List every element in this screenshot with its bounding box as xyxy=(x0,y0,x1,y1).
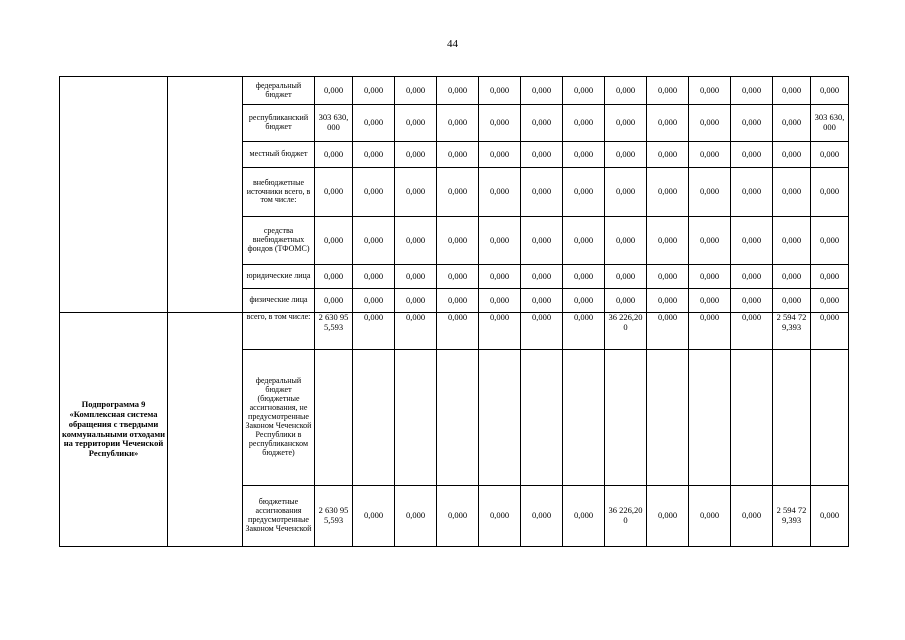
value-cell: 0,000 xyxy=(563,289,605,313)
value-cell: 0,000 xyxy=(811,265,849,289)
value-cell xyxy=(731,350,773,486)
value-cell: 0,000 xyxy=(647,142,689,168)
value-cell: 0,000 xyxy=(521,289,563,313)
value-cell: 0,000 xyxy=(563,313,605,350)
value-cell: 0,000 xyxy=(647,486,689,547)
value-cell: 0,000 xyxy=(437,265,479,289)
value-cell: 0,000 xyxy=(479,168,521,217)
value-cell: 0,000 xyxy=(479,77,521,105)
value-cell: 0,000 xyxy=(811,217,849,265)
value-cell: 2 630 955,593 xyxy=(315,313,353,350)
value-cell: 0,000 xyxy=(353,168,395,217)
value-cell: 0,000 xyxy=(353,217,395,265)
funding-source-label: бюджетные ассигнования предусмотренные Законом Чеченской xyxy=(243,486,315,547)
value-cell xyxy=(647,350,689,486)
budget-table xyxy=(59,76,849,547)
value-cell: 0,000 xyxy=(731,289,773,313)
value-cell: 0,000 xyxy=(479,217,521,265)
funding-source-label: физические лица xyxy=(243,289,315,313)
value-cell xyxy=(479,350,521,486)
value-cell: 0,000 xyxy=(521,486,563,547)
value-cell: 0,000 xyxy=(605,217,647,265)
value-cell: 0,000 xyxy=(353,486,395,547)
value-cell: 0,000 xyxy=(811,486,849,547)
value-cell: 0,000 xyxy=(811,168,849,217)
value-cell: 0,000 xyxy=(647,168,689,217)
value-cell: 0,000 xyxy=(563,265,605,289)
value-cell: 0,000 xyxy=(811,142,849,168)
value-cell xyxy=(437,350,479,486)
value-cell: 0,000 xyxy=(315,77,353,105)
table-row xyxy=(60,77,849,105)
value-cell: 0,000 xyxy=(521,142,563,168)
value-cell: 0,000 xyxy=(315,168,353,217)
value-cell: 0,000 xyxy=(479,313,521,350)
value-cell: 0,000 xyxy=(731,77,773,105)
value-cell: 0,000 xyxy=(437,77,479,105)
value-cell: 0,000 xyxy=(395,313,437,350)
value-cell xyxy=(689,350,731,486)
value-cell: 0,000 xyxy=(731,105,773,142)
value-cell: 2 594 729,393 xyxy=(773,313,811,350)
executor-cell-empty xyxy=(168,313,243,547)
value-cell: 0,000 xyxy=(773,77,811,105)
value-cell xyxy=(811,350,849,486)
value-cell: 0,000 xyxy=(731,313,773,350)
value-cell: 0,000 xyxy=(353,265,395,289)
value-cell: 0,000 xyxy=(479,142,521,168)
value-cell: 0,000 xyxy=(395,77,437,105)
value-cell: 0,000 xyxy=(647,265,689,289)
value-cell: 0,000 xyxy=(605,142,647,168)
value-cell: 0,000 xyxy=(563,486,605,547)
value-cell: 0,000 xyxy=(521,313,563,350)
funding-source-label: федеральный бюджет (бюджетные ассигнования, не предусмотренные Законом Чеченской Республики в республиканском бюджете) xyxy=(243,350,315,486)
value-cell: 0,000 xyxy=(773,265,811,289)
value-cell xyxy=(315,350,353,486)
value-cell: 0,000 xyxy=(689,313,731,350)
value-cell: 0,000 xyxy=(563,142,605,168)
value-cell: 0,000 xyxy=(521,217,563,265)
value-cell: 0,000 xyxy=(689,265,731,289)
value-cell xyxy=(395,350,437,486)
value-cell: 0,000 xyxy=(437,289,479,313)
value-cell: 0,000 xyxy=(773,168,811,217)
value-cell: 0,000 xyxy=(689,168,731,217)
value-cell: 0,000 xyxy=(773,105,811,142)
value-cell: 0,000 xyxy=(689,217,731,265)
value-cell xyxy=(521,350,563,486)
value-cell: 303 630,000 xyxy=(811,105,849,142)
value-cell: 0,000 xyxy=(353,313,395,350)
value-cell: 36 226,200 xyxy=(605,486,647,547)
value-cell: 0,000 xyxy=(647,77,689,105)
value-cell xyxy=(353,350,395,486)
value-cell: 0,000 xyxy=(731,168,773,217)
value-cell: 0,000 xyxy=(521,105,563,142)
table-row xyxy=(60,313,849,350)
page-number: 44 xyxy=(447,38,458,50)
value-cell: 0,000 xyxy=(605,105,647,142)
value-cell: 0,000 xyxy=(395,168,437,217)
value-cell: 0,000 xyxy=(773,217,811,265)
value-cell: 0,000 xyxy=(605,168,647,217)
value-cell: 2 630 955,593 xyxy=(315,486,353,547)
value-cell: 0,000 xyxy=(521,265,563,289)
value-cell: 0,000 xyxy=(689,105,731,142)
value-cell: 0,000 xyxy=(811,313,849,350)
value-cell: 0,000 xyxy=(647,313,689,350)
value-cell: 0,000 xyxy=(395,265,437,289)
funding-source-label: юридические лица xyxy=(243,265,315,289)
value-cell: 0,000 xyxy=(395,142,437,168)
funding-source-label: средства внебюджетных фондов (ТФОМС) xyxy=(243,217,315,265)
value-cell: 0,000 xyxy=(605,265,647,289)
value-cell: 0,000 xyxy=(315,289,353,313)
funding-source-label: местный бюджет xyxy=(243,142,315,168)
value-cell: 0,000 xyxy=(437,168,479,217)
value-cell: 0,000 xyxy=(479,289,521,313)
value-cell: 0,000 xyxy=(647,217,689,265)
value-cell: 0,000 xyxy=(605,289,647,313)
value-cell: 0,000 xyxy=(605,77,647,105)
value-cell: 0,000 xyxy=(479,265,521,289)
value-cell: 0,000 xyxy=(395,217,437,265)
value-cell: 0,000 xyxy=(315,142,353,168)
value-cell: 0,000 xyxy=(689,142,731,168)
value-cell: 0,000 xyxy=(353,105,395,142)
value-cell: 36 226,200 xyxy=(605,313,647,350)
value-cell: 0,000 xyxy=(647,289,689,313)
value-cell: 0,000 xyxy=(563,105,605,142)
value-cell: 0,000 xyxy=(437,142,479,168)
value-cell: 0,000 xyxy=(731,217,773,265)
value-cell: 0,000 xyxy=(811,77,849,105)
value-cell: 0,000 xyxy=(731,486,773,547)
funding-source-label: республиканский бюджет xyxy=(243,105,315,142)
value-cell: 0,000 xyxy=(395,486,437,547)
value-cell: 0,000 xyxy=(437,217,479,265)
program-cell-empty xyxy=(60,77,168,313)
value-cell: 0,000 xyxy=(353,289,395,313)
value-cell: 0,000 xyxy=(315,265,353,289)
value-cell: 0,000 xyxy=(521,168,563,217)
value-cell: 0,000 xyxy=(437,486,479,547)
value-cell xyxy=(773,350,811,486)
value-cell: 0,000 xyxy=(437,313,479,350)
funding-source-label: внебюджетные источники всего, в том числе: xyxy=(243,168,315,217)
value-cell: 0,000 xyxy=(773,142,811,168)
value-cell: 303 630,000 xyxy=(315,105,353,142)
value-cell: 0,000 xyxy=(353,77,395,105)
value-cell: 0,000 xyxy=(479,486,521,547)
executor-cell-empty xyxy=(168,77,243,313)
value-cell: 0,000 xyxy=(521,77,563,105)
value-cell: 0,000 xyxy=(773,289,811,313)
value-cell: 0,000 xyxy=(315,217,353,265)
value-cell: 0,000 xyxy=(731,265,773,289)
value-cell: 0,000 xyxy=(689,289,731,313)
value-cell: 2 594 729,393 xyxy=(773,486,811,547)
value-cell: 0,000 xyxy=(689,486,731,547)
value-cell: 0,000 xyxy=(689,77,731,105)
value-cell: 0,000 xyxy=(353,142,395,168)
value-cell xyxy=(605,350,647,486)
value-cell: 0,000 xyxy=(563,77,605,105)
value-cell: 0,000 xyxy=(811,289,849,313)
value-cell: 0,000 xyxy=(479,105,521,142)
value-cell: 0,000 xyxy=(731,142,773,168)
value-cell: 0,000 xyxy=(563,168,605,217)
value-cell: 0,000 xyxy=(395,105,437,142)
value-cell: 0,000 xyxy=(563,217,605,265)
value-cell: 0,000 xyxy=(395,289,437,313)
value-cell xyxy=(563,350,605,486)
value-cell: 0,000 xyxy=(647,105,689,142)
subprogram-title: Подпрограмма 9 «Комплексная система обращения с твердыми коммунальными отходами на территории Чеченской Республики» xyxy=(60,313,168,547)
value-cell: 0,000 xyxy=(437,105,479,142)
funding-source-label: федеральный бюджет xyxy=(243,77,315,105)
funding-source-label: всего, в том числе: xyxy=(243,313,315,350)
